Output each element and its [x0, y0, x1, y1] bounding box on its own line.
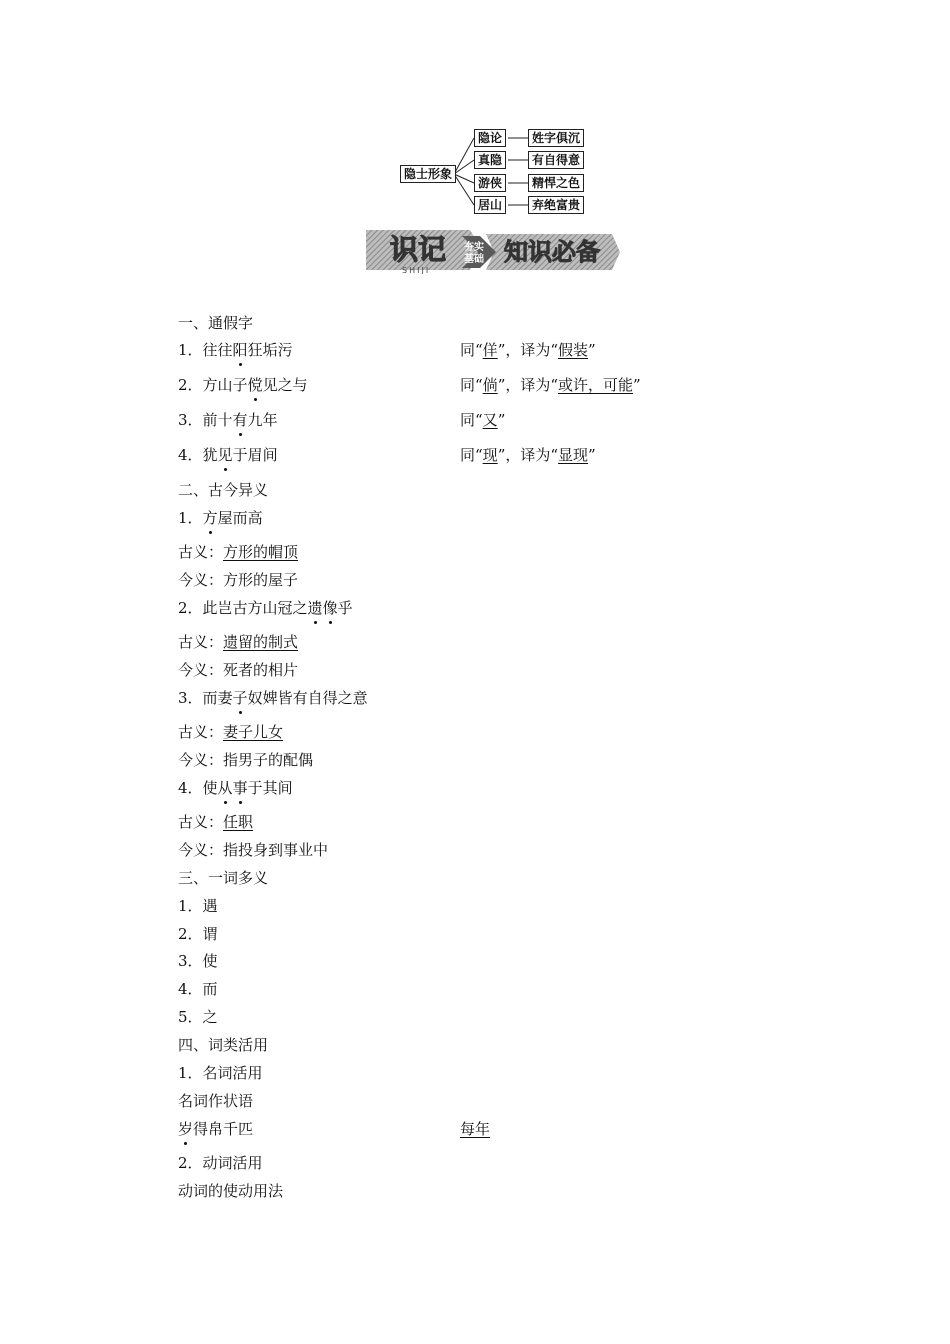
answer: 同“又” — [460, 411, 506, 429]
example-sentence: 岁得帛千匹 — [178, 1120, 254, 1138]
diagram-branch: 游侠 — [474, 174, 506, 192]
diagram-branch: 居山 — [474, 196, 506, 214]
list-item: 1．遇 — [178, 897, 218, 915]
answer-underlined: 倘 — [482, 376, 498, 394]
answer-underlined: 佯 — [482, 341, 498, 359]
answer-underlined: 或许，可能 — [558, 376, 634, 394]
section-banner — [362, 228, 624, 274]
answer-underlined: 方形的帽顶 — [223, 543, 299, 561]
diagram-root: 隐士形象 — [400, 165, 456, 183]
answer-underlined: 妻子儿女 — [223, 723, 284, 741]
list-item: 3．前十有九年 — [178, 411, 278, 429]
answer-underlined: 显现 — [558, 446, 589, 464]
diagram-leaf: 精悍之色 — [528, 174, 584, 192]
answer: 同“倘”，译为“或许，可能” — [460, 376, 641, 394]
banner-small-bottom: 基础 — [464, 254, 484, 265]
list-item: 4．而 — [178, 980, 218, 998]
section-heading: 一、通假字 — [178, 314, 254, 332]
banner-pinyin: SHIJI — [402, 266, 431, 274]
list-item: 1．方屋而高 — [178, 509, 263, 527]
modern-meaning: 今义：指投身到事业中 — [178, 841, 329, 859]
diagram-branch: 隐论 — [474, 129, 506, 147]
dotted-char: 从 — [217, 779, 233, 797]
ancient-meaning: 古义：妻子儿女 — [178, 723, 284, 741]
banner-big-text: 识记 — [390, 233, 447, 266]
list-item: 3．而妻子奴婢皆有自得之意 — [178, 689, 368, 707]
ancient-meaning: 古义：方形的帽顶 — [178, 543, 299, 561]
list-item: 2．方山子傥见之与 — [178, 376, 308, 394]
answer — [460, 1119, 490, 1139]
answer-underlined: 遗留的制式 — [223, 633, 299, 651]
list-item: 2．此岂古方山冠之遗像乎 — [178, 599, 353, 617]
hermit-image-diagram — [398, 127, 598, 219]
list-item: 5．之 — [178, 1008, 218, 1026]
ancient-meaning: 古义：遗留的制式 — [178, 633, 299, 651]
list-item: 4．使从事于其间 — [178, 779, 293, 797]
item-text: 1．往往 — [178, 341, 233, 359]
dotted-char: 像 — [322, 599, 338, 617]
answer: 同“现”，译为“显现” — [460, 446, 596, 464]
diagram-leaf: 有自得意 — [528, 151, 584, 169]
section-heading: 三、一词多义 — [178, 869, 269, 887]
usage-type: 名词作状语 — [178, 1092, 254, 1110]
dotted-char: 遗 — [307, 599, 323, 617]
banner-small-top: 夯实 — [464, 242, 484, 253]
usage-type: 动词的使动用法 — [178, 1182, 284, 1200]
item-text: 狂垢污 — [247, 341, 293, 359]
ancient-meaning: 古义：任职 — [178, 813, 254, 831]
sub-heading: 2．动词活用 — [178, 1154, 263, 1172]
section-heading: 二、古今异义 — [178, 481, 269, 499]
answer-underlined: 任职 — [223, 813, 254, 831]
list-item: 4．犹见于眉间 — [178, 446, 278, 464]
sub-heading: 1．名词活用 — [178, 1064, 263, 1082]
list-item — [178, 340, 293, 360]
dotted-char: 有 — [232, 411, 248, 429]
answer-underlined: 又 — [482, 411, 498, 429]
answer-underlined: 每年 — [460, 1120, 491, 1138]
answer-underlined: 现 — [482, 446, 498, 464]
section-heading: 四、词类活用 — [178, 1036, 269, 1054]
modern-meaning: 今义：方形的屋子 — [178, 571, 299, 589]
list-item: 3．使 — [178, 952, 218, 970]
diagram-branch: 真隐 — [474, 151, 506, 169]
dotted-char: 见 — [217, 446, 233, 464]
dotted-char: 事 — [232, 779, 248, 797]
list-item: 2．谓 — [178, 925, 218, 943]
banner-right-text: 知识必备 — [504, 238, 600, 266]
dotted-char: 阳 — [232, 341, 248, 359]
modern-meaning: 今义：指男子的配偶 — [178, 751, 314, 769]
dotted-char: 子 — [232, 689, 248, 707]
diagram-leaf: 姓字俱沉 — [528, 129, 584, 147]
dotted-char: 岁 — [178, 1120, 194, 1138]
dotted-char: 方 — [202, 509, 218, 527]
diagram-leaf: 弃绝富贵 — [528, 196, 584, 214]
answer: 同“佯”，译为“假装” — [460, 341, 596, 359]
dotted-char: 傥 — [247, 376, 263, 394]
modern-meaning: 今义：死者的相片 — [178, 661, 299, 679]
answer-underlined: 假装 — [558, 341, 589, 359]
